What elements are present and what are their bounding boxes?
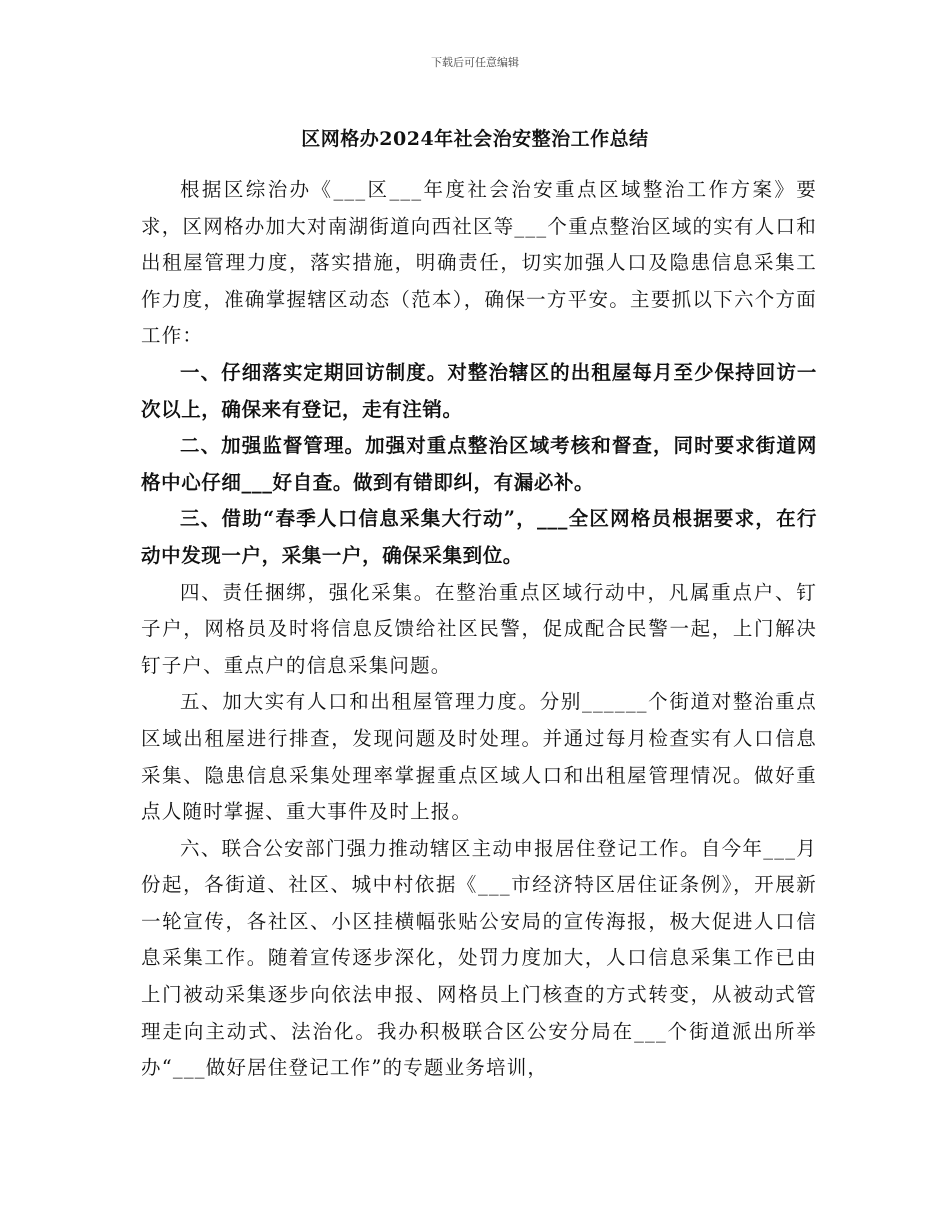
paragraph-item-3: 三、借助“春季人口信息采集大行动”，___全区网格员根据要求，在行动中发现一户，采集一户，确保采集到位。 bbox=[141, 507, 817, 567]
paragraph-item-2: 二、加强监督管理。加强对重点整治区域考核和督查，同时要求街道网格中心仔细___好自查。做到有错即纠，有漏必补。 bbox=[141, 434, 817, 494]
header-note: 下载后可任意编辑 bbox=[431, 56, 519, 69]
document-body bbox=[141, 172, 817, 1087]
paragraph-item-1: 一、仔细落实定期回访制度。对整治辖区的出租屋每月至少保持回访一次以上，确保来有登记，走有注销。 bbox=[141, 360, 817, 421]
paragraph-intro: 根据区综治办《___区___年度社会治安重点区域整治工作方案》要求，区网格办加大对南湖街道向西社区等___个重点整治区域的实有人口和出租屋管理力度，落实措施，明确责任，切实加强人口及隐患信息采集工作力度，准确掌握辖区动态（范本），确保一方平安。主要抓以下六个方面工作： bbox=[141, 178, 817, 348]
paragraph-item-4: 四、责任捆绑，强化采集。在整治重点区域行动中，凡属重点户、钉子户，网格员及时将信息反馈给社区民警，促成配合民警一起，上门解决钉子户、重点户的信息采集问题。 bbox=[141, 580, 817, 677]
paragraph-item-6: 六、联合公安部门强力推动辖区主动申报居住登记工作。自今年___月份起，各街道、社区、城中村依据《___市经济特区居住证条例》，开展新一轮宣传，各社区、小区挂横幅张贴公安局的宣传海报，极大促进人口信息采集工作。随着宣传逐步深化，处罚力度加大，人口信息采集工作已由上门被动采集逐步向依法申报、网格员上门核查的方式转变，从被动式管理走向主动式、法治化。我办积极联合区公安分局在___个街道派出所举办“___做好居住登记工作”的专题业务培训， bbox=[141, 836, 817, 1080]
paragraph-item-5: 五、加大实有人口和出租屋管理力度。分别______个街道对整治重点区域出租屋进行排查，发现问题及时处理。并通过每月检查实有人口信息采集、隐患信息采集处理率掌握重点区域人口和出租屋管理情况。做好重点人随时掌握、重大事件及时上报。 bbox=[141, 690, 817, 824]
document-title: 区网格办2024年社会治安整治工作总结 bbox=[301, 128, 649, 150]
